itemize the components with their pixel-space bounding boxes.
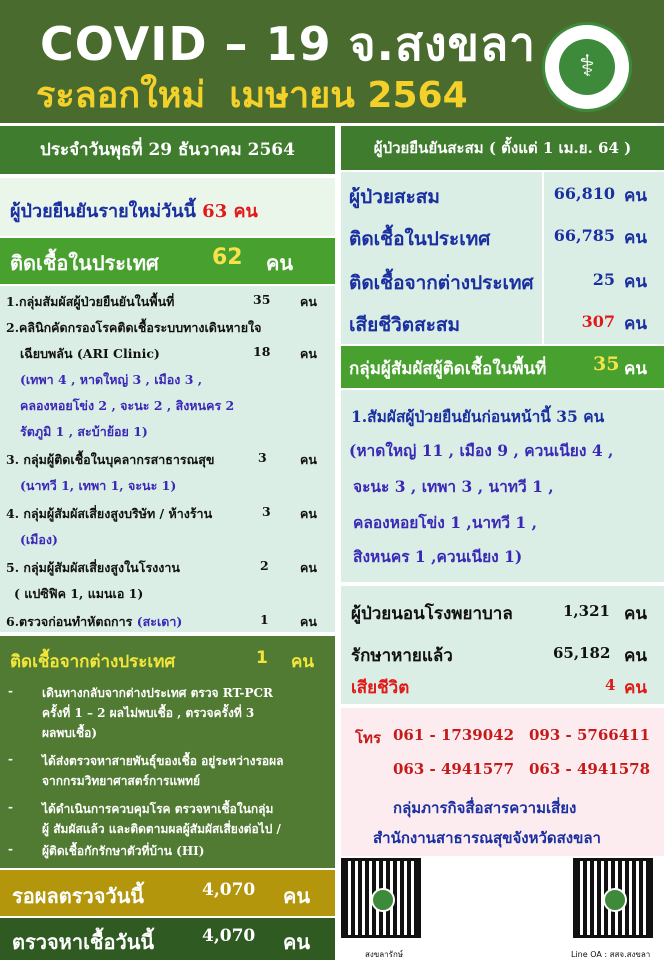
cum-label: เสียชีวิตสะสม	[349, 314, 461, 336]
cum-unit: คน	[624, 314, 647, 334]
cum-value: 66,785	[553, 226, 615, 245]
bullet: -	[8, 752, 13, 766]
item-unit: คน	[300, 560, 317, 575]
wait-label: รอผลตรวจวันนี้	[12, 884, 144, 908]
item-qty: 18	[253, 344, 271, 359]
cum-label: ติดเชื้อในประเทศ	[349, 228, 491, 250]
waiting-results-band	[0, 870, 335, 916]
qr-code-right[interactable]	[573, 858, 653, 938]
hosp-label: รักษาหายแล้ว	[351, 646, 453, 666]
domestic-unit: คน	[266, 251, 294, 275]
hosp-value: 1,321	[563, 602, 610, 620]
new-case-panel	[0, 178, 335, 236]
local-line: จะนะ 3 , เทพา 3 , นาทวี 1 ,	[353, 477, 554, 496]
list-item: 4. กลุ่มผู้สัมผัสเสี่ยงสูงบริษัท / ห้างร้าน	[6, 506, 213, 521]
hosp-label: ผู้ป่วยนอนโรงพยาบาล	[351, 604, 513, 624]
new-case-line	[10, 196, 258, 225]
wait-value: 4,070	[202, 880, 256, 900]
item-qty: 2	[260, 558, 269, 573]
subtitle	[36, 66, 468, 123]
item-detail: (สะเดา)	[136, 614, 183, 629]
list-item-detail: (เมือง)	[20, 532, 58, 547]
abroad-value: 1	[256, 648, 268, 668]
subtitle-wave: ระลอกใหม่	[36, 75, 206, 116]
item-unit: คน	[300, 452, 317, 467]
cum-unit: คน	[624, 272, 647, 292]
local-line: คลองหอยโข่ง 1 ,นาทวี 1 ,	[353, 513, 538, 532]
domestic-label: ติดเชื้อในประเทศ	[10, 251, 159, 275]
new-case-value: 63	[202, 201, 228, 222]
caduceus-icon: ⚕	[559, 39, 615, 95]
cum-label: ติดเชื้อจากต่างประเทศ	[349, 272, 534, 294]
cum-value: 66,810	[553, 184, 615, 203]
list-item: เฉียบพลัน (ARI Clinic)	[20, 346, 160, 361]
abroad-note: เดินทางกลับจากต่างประเทศ ตรวจ RT-PCR	[42, 686, 273, 700]
local-unit: คน	[624, 359, 647, 379]
ministry-logo-icon	[371, 888, 395, 912]
bullet: -	[8, 684, 13, 698]
local-line: (หาดใหญ่ 11 , เมือง 9 , ควนเนียง 4 ,	[349, 441, 614, 460]
hosp-value: 65,182	[553, 644, 611, 662]
tests-today-band	[0, 918, 335, 960]
cum-value: 25	[592, 270, 615, 289]
test-label: ตรวจหาเชื้อวันนี้	[12, 930, 155, 954]
qr-caption-right: Line OA : สสจ.สงขลา	[571, 950, 651, 959]
phone-number[interactable]: 061 - 1739042	[393, 726, 515, 744]
list-item: 2.คลินิกคัดกรองโรคติดเชื้อระบบทางเดินหายใจ	[6, 320, 262, 335]
phone-number[interactable]: 063 - 4941577	[393, 760, 515, 778]
cum-label: ผู้ป่วยสะสม	[349, 186, 440, 208]
hosp-unit: คน	[624, 646, 647, 666]
qr-codes-area	[335, 856, 664, 960]
item-unit: คน	[300, 614, 317, 629]
org-line: สำนักงานสาธารณสุขจังหวัดสงขลา	[373, 829, 601, 847]
item-unit: คน	[300, 294, 317, 309]
hosp-value: 4	[605, 676, 616, 694]
hosp-unit: คน	[624, 678, 647, 698]
abroad-label: ติดเชื้อจากต่างประเทศ	[10, 652, 176, 672]
local-contacts-panel	[341, 390, 664, 582]
item-qty: 1	[260, 612, 269, 627]
abroad-unit: คน	[291, 652, 314, 672]
list-item	[6, 612, 182, 632]
list-item-detail: ( แปซิฟิค 1, แมนเอ 1)	[14, 586, 144, 601]
contact-panel	[341, 708, 664, 856]
list-item-detail: คลองหอยโข่ง 2 , จะนะ 2 , สิงหนคร 2	[20, 398, 235, 413]
cum-value: 307	[581, 312, 615, 331]
abroad-note: ได้ดำเนินการควบคุมโรค ตรวจหาเชื้อในกลุ่ม	[42, 802, 274, 816]
abroad-note: จากกรมวิทยาศาสตร์การแพทย์	[42, 774, 201, 788]
local-title: กลุ่มผู้สัมผัสผู้ติดเชื้อในพื้นที่	[349, 359, 547, 379]
cumulative-title: ผู้ป่วยยืนยันสะสม ( ตั้งแต่ 1 เม.ย. 64 )	[341, 126, 664, 170]
hosp-label: เสียชีวิต	[351, 678, 410, 698]
test-value: 4,070	[202, 926, 256, 946]
domestic-band	[0, 238, 335, 284]
domestic-value: 62	[212, 245, 243, 270]
item-qty: 3	[258, 450, 267, 465]
new-case-unit: คน	[233, 201, 258, 222]
local-line: 1.สัมผัสผู้ป่วยยืนยันก่อนหน้านี้ 35 คน	[351, 407, 605, 426]
ministry-logo	[542, 22, 632, 112]
hospital-panel	[341, 586, 664, 704]
phone-label: โทร	[355, 729, 382, 747]
list-item: 3. กลุ่มผู้ติดเชื้อในบุคลากรสาธารณสุข	[6, 452, 215, 467]
wait-unit: คน	[283, 884, 311, 908]
abroad-note: ผู้ สัมผัสแล้ว และติดตามผลผู้สัมผัสเสี่ยงต่อไป /	[42, 822, 281, 836]
phone-number[interactable]: 093 - 5766411	[529, 726, 651, 744]
item-unit: คน	[300, 506, 317, 521]
list-item: 1.กลุ่มสัมผัสผู้ป่วยยืนยันในพื้นที่	[6, 294, 175, 309]
list-item-detail: (นาทวี 1, เทพา 1, จะนะ 1)	[20, 478, 177, 493]
bullet: -	[8, 842, 13, 856]
item-unit: คน	[300, 346, 317, 361]
abroad-note: ได้ส่งตรวจหาสายพันธุ์ของเชื้อ อยู่ระหว่างรอผล	[42, 754, 284, 768]
abroad-note: ผู้ติดเชื้อกักรักษาตัวที่บ้าน (HI)	[42, 844, 205, 858]
abroad-note: ผลพบเชื้อ)	[42, 726, 98, 740]
item-text: 6.ตรวจก่อนทำหัตถการ	[6, 614, 133, 629]
ministry-logo-icon	[603, 888, 627, 912]
org-line: กลุ่มภารกิจสื่อสารความเสี่ยง	[393, 799, 577, 817]
list-item-detail: รัตภูมิ 1 , สะบ้าย้อย 1)	[20, 424, 148, 439]
domestic-breakdown	[0, 286, 335, 632]
item-qty: 35	[253, 292, 271, 307]
phone-number[interactable]: 063 - 4941578	[529, 760, 651, 778]
local-line: สิงหนคร 1 ,ควนเนียง 1)	[353, 547, 523, 566]
bullet: -	[8, 800, 13, 814]
list-item: 5. กลุ่มผู้สัมผัสเสี่ยงสูงในโรงงาน	[6, 560, 180, 575]
new-case-label: ผู้ป่วยยืนยันรายใหม่วันนี้	[10, 201, 196, 222]
divider	[542, 172, 544, 344]
hosp-unit: คน	[624, 604, 647, 624]
report-date: ประจำวันพุธที่ 29 ธันวาคม 2564	[0, 126, 335, 174]
abroad-panel	[0, 636, 335, 868]
local-contacts-band	[341, 346, 664, 388]
qr-caption-left: สงขลารักษ์	[365, 950, 404, 959]
local-value: 35	[593, 353, 620, 375]
cumulative-panel	[341, 172, 664, 344]
qr-code-left[interactable]	[341, 858, 421, 938]
test-unit: คน	[283, 930, 311, 954]
list-item-detail: (เทพา 4 , หาดใหญ่ 3 , เมือง 3 ,	[20, 372, 203, 387]
abroad-note: ครั้งที่ 1 – 2 ผลไม่พบเชื้อ , ตรวจครั้งที่ 3	[42, 706, 255, 720]
subtitle-month: เมษายน 2564	[229, 75, 468, 116]
item-qty: 3	[262, 504, 271, 519]
cum-unit: คน	[624, 228, 647, 248]
cum-unit: คน	[624, 186, 647, 206]
main-title: COVID – 19 จ.สงขลา	[40, 17, 537, 71]
